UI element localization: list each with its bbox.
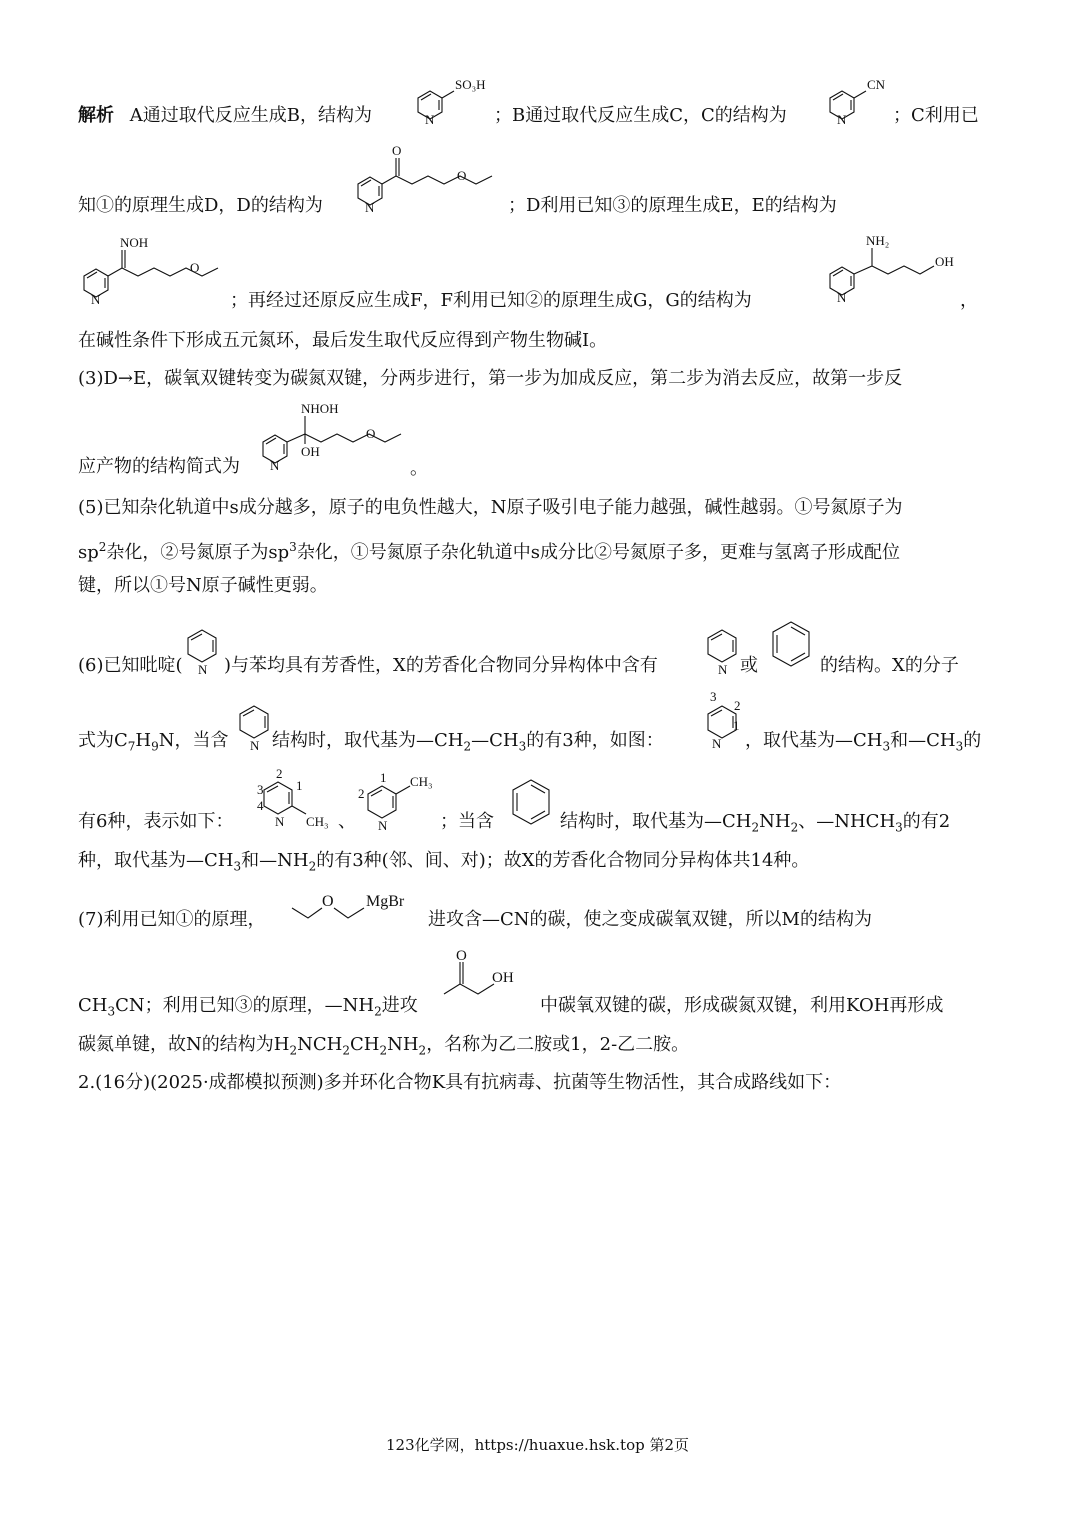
text-line-3b: ，	[960, 290, 978, 311]
position-label: 1	[380, 770, 387, 785]
subscript: 3	[895, 820, 903, 835]
subscript: 3	[882, 739, 891, 754]
subscript: 3	[107, 1004, 116, 1019]
subscript: 3	[518, 739, 527, 754]
n-label: N	[712, 736, 722, 751]
text-line-10d: 的结构。X的分子	[820, 655, 959, 676]
subscript: 3	[955, 739, 964, 754]
text-line-5: (3)D→E，碳氧双键转变为碳氮双键，分两步进行，第一步为加成反应，第二步为消去反应，故第一步反	[78, 368, 903, 389]
text-segment: H	[135, 730, 152, 751]
superscript: 3	[289, 540, 297, 554]
text-segment: 的有3种，如图：	[526, 730, 664, 751]
subscript: 9	[151, 739, 159, 754]
text-line-1c: ；C利用已	[893, 105, 979, 126]
pyridine-numbered-positions	[700, 686, 748, 756]
nh2-label: NH₂	[866, 233, 890, 248]
text-segment: sp	[78, 542, 99, 563]
benzene-ring-1	[766, 618, 816, 676]
text-segment: —CH	[471, 730, 519, 751]
text-segment: 和—CH	[890, 730, 956, 751]
text-line-12d	[560, 811, 950, 839]
so3h-label: SO₃H	[455, 77, 486, 92]
text-line-11a	[78, 730, 229, 758]
text-line-1	[78, 105, 372, 127]
text-line-1b: ；B通过取代反应生成C，C的结构为	[494, 105, 787, 126]
n-label: N	[250, 738, 260, 753]
text-line-12c: ；当含	[440, 811, 494, 832]
ch3-label: CH₃	[410, 774, 433, 789]
text-line-10a: (6)已知吡啶(	[78, 655, 183, 676]
text-line-14b: 进攻含—CN的碳，使之变成碳氧双键，所以M的结构为	[428, 909, 872, 930]
text-line-10b: )与苯均具有芳香性，X的芳香化合物同分异构体中含有	[224, 655, 658, 676]
n-label: N	[365, 200, 375, 215]
o-label: O	[456, 948, 467, 964]
position-label: 2	[734, 698, 741, 713]
nhoh-label: NHOH	[301, 401, 339, 416]
o-label: O	[392, 143, 402, 158]
o-label: O	[366, 426, 376, 441]
molecule-e-oxime	[76, 232, 236, 312]
text-line-16	[78, 1034, 689, 1062]
text-segment: 式为C	[78, 730, 128, 751]
text-line-15b: 中碳氧双键的碳，形成碳氮双键，利用KOH再形成	[540, 995, 944, 1016]
hydroxyacetone	[436, 944, 536, 1014]
text-line-8	[78, 536, 900, 564]
n-label: N	[198, 662, 208, 677]
o-label: O	[322, 893, 334, 910]
mgbr-label: MgBr	[366, 893, 405, 910]
text-segment: 的有2	[902, 811, 951, 832]
text-segment: 种，取代基为—CH	[78, 850, 234, 871]
text-segment: 结构时，取代基为—CH	[272, 730, 464, 751]
text-line-6: 应产物的结构简式为	[78, 456, 240, 477]
text-line-2: 知①的原理生成D，D的结构为	[78, 195, 323, 216]
subscript: 2	[374, 1004, 382, 1019]
text-segment: 杂化，②号氮原子为sp	[106, 542, 290, 563]
subscript: 2	[308, 859, 317, 874]
text-segment: N，当含	[158, 730, 229, 751]
text-line-11b	[272, 730, 664, 758]
n-label: N	[275, 814, 285, 829]
text-segment: 进攻	[381, 995, 418, 1016]
oh-label: OH	[492, 970, 514, 986]
grignard-reagent	[288, 884, 428, 930]
molecule-d-ketone	[350, 140, 510, 220]
n-label: N	[425, 112, 435, 127]
superscript: 2	[98, 540, 107, 554]
page-footer: 123化学网，https://huaxue.hsk.top 第2页	[385, 1436, 690, 1454]
n-label: N	[378, 818, 388, 833]
ch3-label: CH₃	[306, 814, 329, 829]
text-line-4: 在碱性条件下形成五元氮环，最后发生取代反应得到产物生物碱I。	[78, 330, 608, 351]
methylpyridine-numbered-1	[254, 762, 342, 832]
text-line-14a: (7)利用已知①的原理，	[78, 909, 266, 930]
subscript: 2	[418, 1043, 427, 1058]
n-label: N	[270, 458, 280, 473]
text-segment: 碳氮单键，故N的结构为H	[78, 1034, 290, 1055]
noh-label: NOH	[120, 235, 149, 250]
n-label: N	[91, 292, 101, 307]
n-label: N	[718, 662, 728, 677]
text-line-11c	[745, 730, 981, 758]
molecule-addition-intermediate	[255, 398, 420, 478]
text-segment: CH	[78, 995, 108, 1016]
text-segment: 的	[963, 730, 982, 751]
text-line-12b: 、	[338, 811, 356, 832]
text-line-15a	[78, 995, 418, 1023]
text-line-9: 键，所以①号N原子碱性更弱。	[78, 575, 328, 596]
subscript: 2	[342, 1043, 350, 1058]
text-segment: NH	[759, 811, 791, 832]
position-label: 3	[257, 782, 264, 797]
text-segment: A通过取代反应生成B，结构为	[129, 105, 372, 126]
text-segment: NCH	[297, 1034, 343, 1055]
cn-label: CN	[867, 77, 886, 92]
benzene-ring-2	[506, 776, 556, 834]
subscript: 7	[127, 739, 136, 754]
molecule-g-aminoalcohol	[822, 230, 967, 310]
subscript: 2	[463, 739, 472, 754]
subscript: 2	[751, 820, 760, 835]
text-line-12a: 有6种，表示如下：	[78, 811, 234, 832]
o-label: O	[457, 168, 467, 183]
molecule-b-pyridine-sulfonic-acid	[410, 74, 500, 130]
text-line-2b: ；D利用已知③的原理生成E，E的结构为	[508, 195, 837, 216]
text-segment: 杂化，①号氮原子杂化轨道中s成分比②号氮原子多，更难与氢离子形成配位	[296, 542, 901, 563]
oh-label: OH	[301, 444, 320, 459]
text-segment: CH	[349, 1034, 380, 1055]
subscript: 2	[289, 1043, 298, 1058]
pyridine-ring-1	[180, 622, 226, 678]
n-label: N	[837, 112, 847, 127]
text-segment: ，名称为乙二胺或1，2-乙二胺。	[426, 1034, 690, 1055]
oh-label: OH	[935, 254, 954, 269]
molecule-c-nicotinonitrile	[822, 74, 902, 130]
text-segment: 、—NHCH	[798, 811, 896, 832]
text-segment: 结构时，取代基为—CH	[560, 811, 752, 832]
o-label: O	[190, 260, 200, 275]
text-line-3: ；再经过还原反应生成F，F利用已知②的原理生成G，G的结构为	[230, 290, 752, 311]
text-segment: ，取代基为—CH	[745, 730, 883, 751]
position-label: 2	[276, 766, 283, 781]
position-label: 4	[257, 798, 264, 813]
text-line-10c: 或	[740, 655, 758, 676]
position-label: 1	[733, 718, 740, 733]
text-line-6b: 。	[410, 458, 428, 479]
position-label: 1	[296, 778, 303, 793]
methylpyridine-numbered-2	[354, 766, 444, 836]
text-segment: 的有3种(邻、间、对)；故X的芳香化合物同分异构体共14种。	[316, 850, 810, 871]
position-label: 3	[710, 689, 717, 704]
position-label: 2	[358, 786, 365, 801]
analysis-heading: 解析	[78, 105, 114, 126]
text-segment: 和—NH	[241, 850, 309, 871]
subscript: 3	[233, 859, 242, 874]
text-line-17: 2.(16分)(2025·成都模拟预测)多并环化合物K具有抗病毒、抗菌等生物活性，其合成路线如下：	[78, 1072, 842, 1093]
text-segment: CN；利用已知③的原理，—NH	[115, 995, 375, 1016]
text-segment: NH	[387, 1034, 419, 1055]
subscript: 2	[379, 1043, 388, 1058]
text-line-7: (5)已知杂化轨道中s成分越多，原子的电负性越大，N原子吸引电子能力越强，碱性越弱。①号氮原子为	[78, 497, 903, 518]
subscript: 2	[790, 820, 799, 835]
n-label: N	[837, 290, 847, 305]
text-line-13	[78, 850, 809, 878]
